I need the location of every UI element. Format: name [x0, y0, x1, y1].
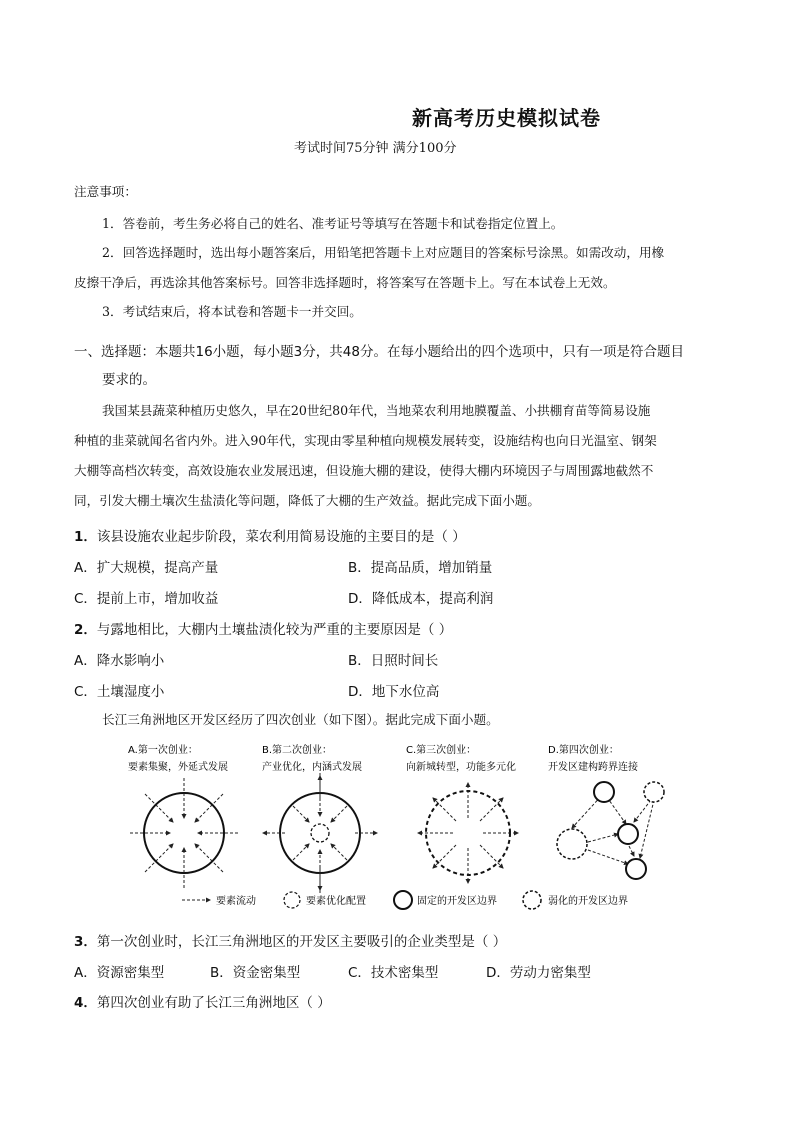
zone-node-weak	[557, 829, 587, 859]
panel-d-title: D.第四次创业：	[548, 745, 619, 756]
zone-node-weak	[644, 782, 664, 802]
question-1-stem: 该县设施农业起步阶段，菜农利用简易设施的主要目的是（ ）	[96, 529, 466, 545]
passage1-line3: 大棚等高档次转变，高效设施农业发展迅速，但设施大棚的建设，使得大棚内环境因子与周围露地截然不	[74, 463, 654, 478]
legend-flow-label: 要素流动	[216, 896, 256, 907]
zone-node	[618, 824, 638, 844]
zone-node	[626, 859, 646, 879]
passage1-line1: 我国某县蔬菜种植历史悠久，早在20世纪80年代，当地菜农利用地膜覆盖、小拱棚育苗等简易设施	[102, 403, 651, 418]
notice-item-3: 3．考试结束后，将本试卷和答题卡一并交回。	[102, 304, 362, 319]
legend-optimize-symbol	[284, 892, 300, 908]
q2-option-b[interactable]: B．日照时间长	[348, 653, 439, 669]
notice-item-2-line2: 皮擦干净后，再选涂其他答案标号。回答非选择题时，将答案写在答题卡上。写在本试卷上无效。	[74, 275, 616, 290]
question-2	[74, 618, 452, 638]
section-heading-line1: 一、选择题：本题共16小题，每小题3分，共48分。在每小题给出的四个选项中，只有一项是符合题目	[74, 344, 684, 360]
panel-b-title: B.第二次创业：	[262, 745, 333, 756]
question-1-number: 1．	[74, 529, 97, 545]
question-4-stem: 第四次创业有助了长江三角洲地区（ ）	[96, 995, 331, 1011]
q1-option-b[interactable]: B．提高品质，增加销量	[348, 560, 493, 576]
panel-b-desc: 产业优化，内涵式发展	[262, 762, 362, 773]
exam-duration: 考试时间75分钟 满分100分	[294, 141, 457, 156]
question-2-number: 2．	[74, 622, 97, 638]
q2-option-a[interactable]: A．降水影响小	[74, 653, 165, 669]
question-1	[74, 525, 466, 545]
legend	[182, 891, 628, 909]
q3-option-b[interactable]: B．资金密集型	[210, 965, 301, 981]
passage1-line4: 同，引发大棚土壤次生盐渍化等问题，降低了大棚的生产效益。据此完成下面小题。	[74, 493, 540, 508]
panel-a-title: A.第一次创业：	[128, 745, 198, 756]
legend-weak-symbol	[523, 891, 541, 909]
q1-option-d[interactable]: D．降低成本，提高利润	[348, 591, 494, 607]
question-3	[74, 930, 506, 950]
q1-option-a[interactable]: A．扩大规模，提高产量	[74, 560, 219, 576]
section-heading-line2: 要求的。	[102, 372, 156, 388]
question-4	[74, 991, 331, 1011]
q3-option-c[interactable]: C．技术密集型	[348, 965, 439, 981]
legend-fixed-label: 固定的开发区边界	[417, 896, 497, 907]
notice-item-2-line1: 2．回答选择题时，选出每小题答案后，用铅笔把答题卡上对应题目的答案标号涂黑。如需改动，用橡	[102, 245, 665, 260]
zone-node	[594, 782, 614, 802]
question-2-stem: 与露地相比，大棚内土壤盐渍化较为严重的主要原因是（ ）	[96, 622, 453, 638]
q3-option-a[interactable]: A．资源密集型	[74, 965, 165, 981]
q1-option-c[interactable]: C．提前上市，增加收益	[74, 591, 219, 607]
panel-d-desc: 开发区建构跨界连接	[548, 762, 638, 773]
legend-weak-label: 弱化的开发区边界	[548, 896, 628, 907]
question-4-number: 4．	[74, 995, 97, 1011]
panel-c-desc: 向新城转型，功能多元化	[406, 762, 516, 773]
question-3-number: 3．	[74, 934, 97, 950]
notice-item-1: 1．答卷前，考生务必将自己的姓名、准考证号等填写在答题卡和试卷指定位置上。	[102, 216, 564, 231]
passage2: 长江三角洲地区开发区经历了四次创业（如下图）。据此完成下面小题。	[102, 712, 499, 727]
notice-heading: 注意事项：	[74, 184, 137, 199]
page-title: 新高考历史模拟试卷	[412, 106, 601, 130]
development-zone-diagram	[118, 738, 678, 916]
panel-c-graphic	[418, 783, 518, 883]
panel-d-graphic	[557, 782, 664, 879]
q2-option-c[interactable]: C．土壤湿度小	[74, 684, 165, 700]
question-3-stem: 第一次创业时，长江三角洲地区的开发区主要吸引的企业类型是（ ）	[96, 934, 507, 950]
legend-optimize-label: 要素优化配置	[306, 896, 366, 907]
panel-a-desc: 要素集聚，外延式发展	[128, 762, 228, 773]
weakened-boundary-circle	[426, 791, 510, 875]
legend-fixed-symbol	[394, 891, 412, 909]
panel-c-title: C.第三次创业：	[406, 745, 477, 756]
q3-option-d[interactable]: D．劳动力密集型	[486, 965, 591, 981]
q2-option-d[interactable]: D．地下水位高	[348, 684, 440, 700]
panel-a-graphic	[130, 778, 238, 888]
optimization-circle	[311, 824, 329, 842]
passage1-line2: 种植的韭菜就闻名省内外。进入90年代，实现由零星种植向规模发展转变，设施结构也向日光温室、钢架	[74, 433, 657, 448]
panel-b-graphic	[263, 773, 377, 893]
